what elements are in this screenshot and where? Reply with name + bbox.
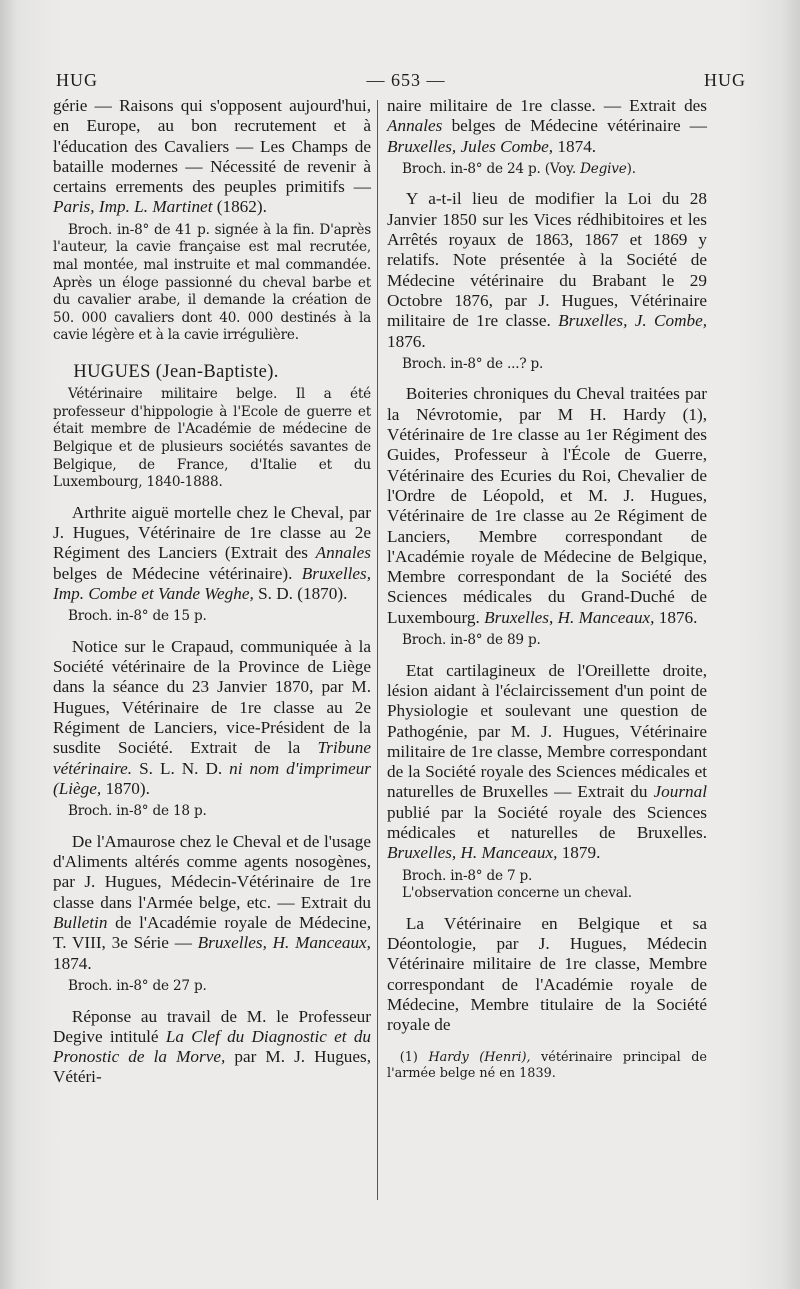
entry-paragraph: De l'Amaurose chez le Cheval et de l'usage d'Aliments altérés comme agents nosogènes, par J. Hugues, Médecin-Vétérinaire de 1re classe dans l'Armée belge, etc. — Extrait du Bulletin de l'Académie royale de Médecine, T. VIII, 3e Série — Bruxelles, H. Manceaux, 1874.: [53, 831, 371, 973]
header-left: HUG: [56, 70, 98, 90]
author-note: Vétérinaire militaire belge. Il a été professeur d'hippologie à l'Ecole de guerre et était membre de l'Académie de médecine de Belgique et de plusieurs sociétés savantes de Belgique, de France, d'Italie et du Luxembourg, 1840-1888.: [53, 386, 371, 491]
footnote: (1) Hardy (Henri), vétérinaire principal de l'armée belge né en 1839.: [387, 1049, 707, 1081]
entry-note: Broch. in-8° de 41 p. signée à la fin. D'après l'auteur, la cavie française est mal recrutée, mal montée, mal instruite et mal commandée. Après un éloge passionné du cheval barbe et du cavalier arabe, il demande la création de 50. 000 cavaliers dont 40. 000 destinés à la cavie légère et à la cavie irrégulière.: [53, 221, 371, 344]
entry-note: Broch. in-8° de 24 p. (Voy. Degive).: [401, 160, 636, 177]
author-heading: HUGUES (Jean-Baptiste).: [73, 361, 279, 382]
entry-paragraph: Boiteries chroniques du Cheval traitées par la Névrotomie, par M H. Hardy (1), Vétérinaire de 1re classe au 1er Régiment des Guides, Professeur à l'École de Guerre, Vétérinaire des Ecuries du Roi, Chevalier de l'Ordre de Léopold, et M. J. Hugues, Vétérinaire de 1re classe au 2e Régiment de Lanciers, Membre correspondant de l'Académie royale de Médecine de Belgique, Membre correspondant de la Société des Sciences médicales du Grand-Duché de Luxembourg. Bruxelles, H. Manceaux, 1876.: [387, 384, 707, 627]
entry-note: L'observation concerne un cheval.: [401, 885, 632, 902]
entry-paragraph: Arthrite aiguë mortelle chez le Cheval, par J. Hugues, Vétérinaire de 1re classe au 2e Régiment des Lanciers (Extrait des Annales belges de Médecine vétérinaire). Bruxelles, Imp. Combe et Vande Weghe, S. D. (1870).: [53, 502, 371, 603]
entry-paragraph: gérie — Raisons qui s'opposent aujourd'hui, en Europe, au bon recrutement et à l'éducation des Cavaliers — Les Champs de bataille modernes — Nécessité de revenir à certains errements des peuples primitifs — Paris, Imp. L. Martinet (1862).: [53, 96, 371, 217]
entry-note: Broch. in-8° de ...? p.: [401, 355, 544, 372]
entry-paragraph: La Vétérinaire en Belgique et sa Déontologie, par J. Hugues, Médecin Vétérinaire militaire de 1re classe, Membre correspondant de l'Académie royale de Médecine, Membre titulaire de la Société royale de: [387, 913, 707, 1035]
right-column: [387, 96, 707, 1082]
entry-note: Broch. in-8° de 89 p.: [401, 632, 541, 649]
entry-note: Broch. in-8° de 7 p.: [401, 867, 533, 884]
header-right: HUG: [704, 70, 746, 90]
entry-paragraph: Y a-t-il lieu de modifier la Loi du 28 Janvier 1850 sur les Vices rédhibitoires et les Arrêtés royaux de 1863, 1867 et 1869 y relatifs. Note présentée à la Société de Médecine vétérinaire du Brabant le 29 Octobre 1876, par J. Hugues, Vétérinaire militaire de 1re classe. Bruxelles, J. Combe, 1876.: [387, 189, 708, 351]
entry-paragraph: Etat cartilagineux de l'Oreillette droite, lésion aidant à l'éclaircissement d'un point de Physiologie et soulevant une question de Pathogénie, par M. J. Hugues, Vétérinaire militaire de 1re classe, Membre correspondant de la Société royale des Sciences médicales et naturelles de Bruxelles — Extrait du Journal publié par la Société royale des Sciences médicales et naturelles de Bruxelles. Bruxelles, H. Manceaux, 1879.: [387, 660, 707, 863]
entry-paragraph: Notice sur le Crapaud, communiquée à la Société vétérinaire de la Province de Liège dans la séance du 23 Janvier 1870, par M. Hugues, Vétérinaire de 1re classe au 2e Régiment de Lanciers, vice-Président de la susdite Société. Extrait de la Tribune vétérinaire. S. L. N. D. ni nom d'imprimeur (Liège, 1870).: [53, 636, 371, 798]
entry-note: Broch. in-8° de 18 p.: [67, 803, 207, 820]
entry-paragraph: Réponse au travail de M. le Professeur Degive intitulé La Clef du Diagnostic et du Pronostic de la Morve, par M. J. Hugues, Vétéri-: [53, 1006, 372, 1087]
page-number: — 653 —: [366, 70, 446, 90]
left-column: [53, 96, 371, 1088]
entry-paragraph: naire militaire de 1re classe. — Extrait des Annales belges de Médecine vétérinaire — Bruxelles, Jules Combe, 1874.: [387, 96, 707, 156]
column-divider: [377, 100, 378, 1200]
entry-note: Broch. in-8° de 15 p.: [67, 608, 207, 625]
entry-note: Broch. in-8° de 27 p.: [67, 977, 207, 994]
